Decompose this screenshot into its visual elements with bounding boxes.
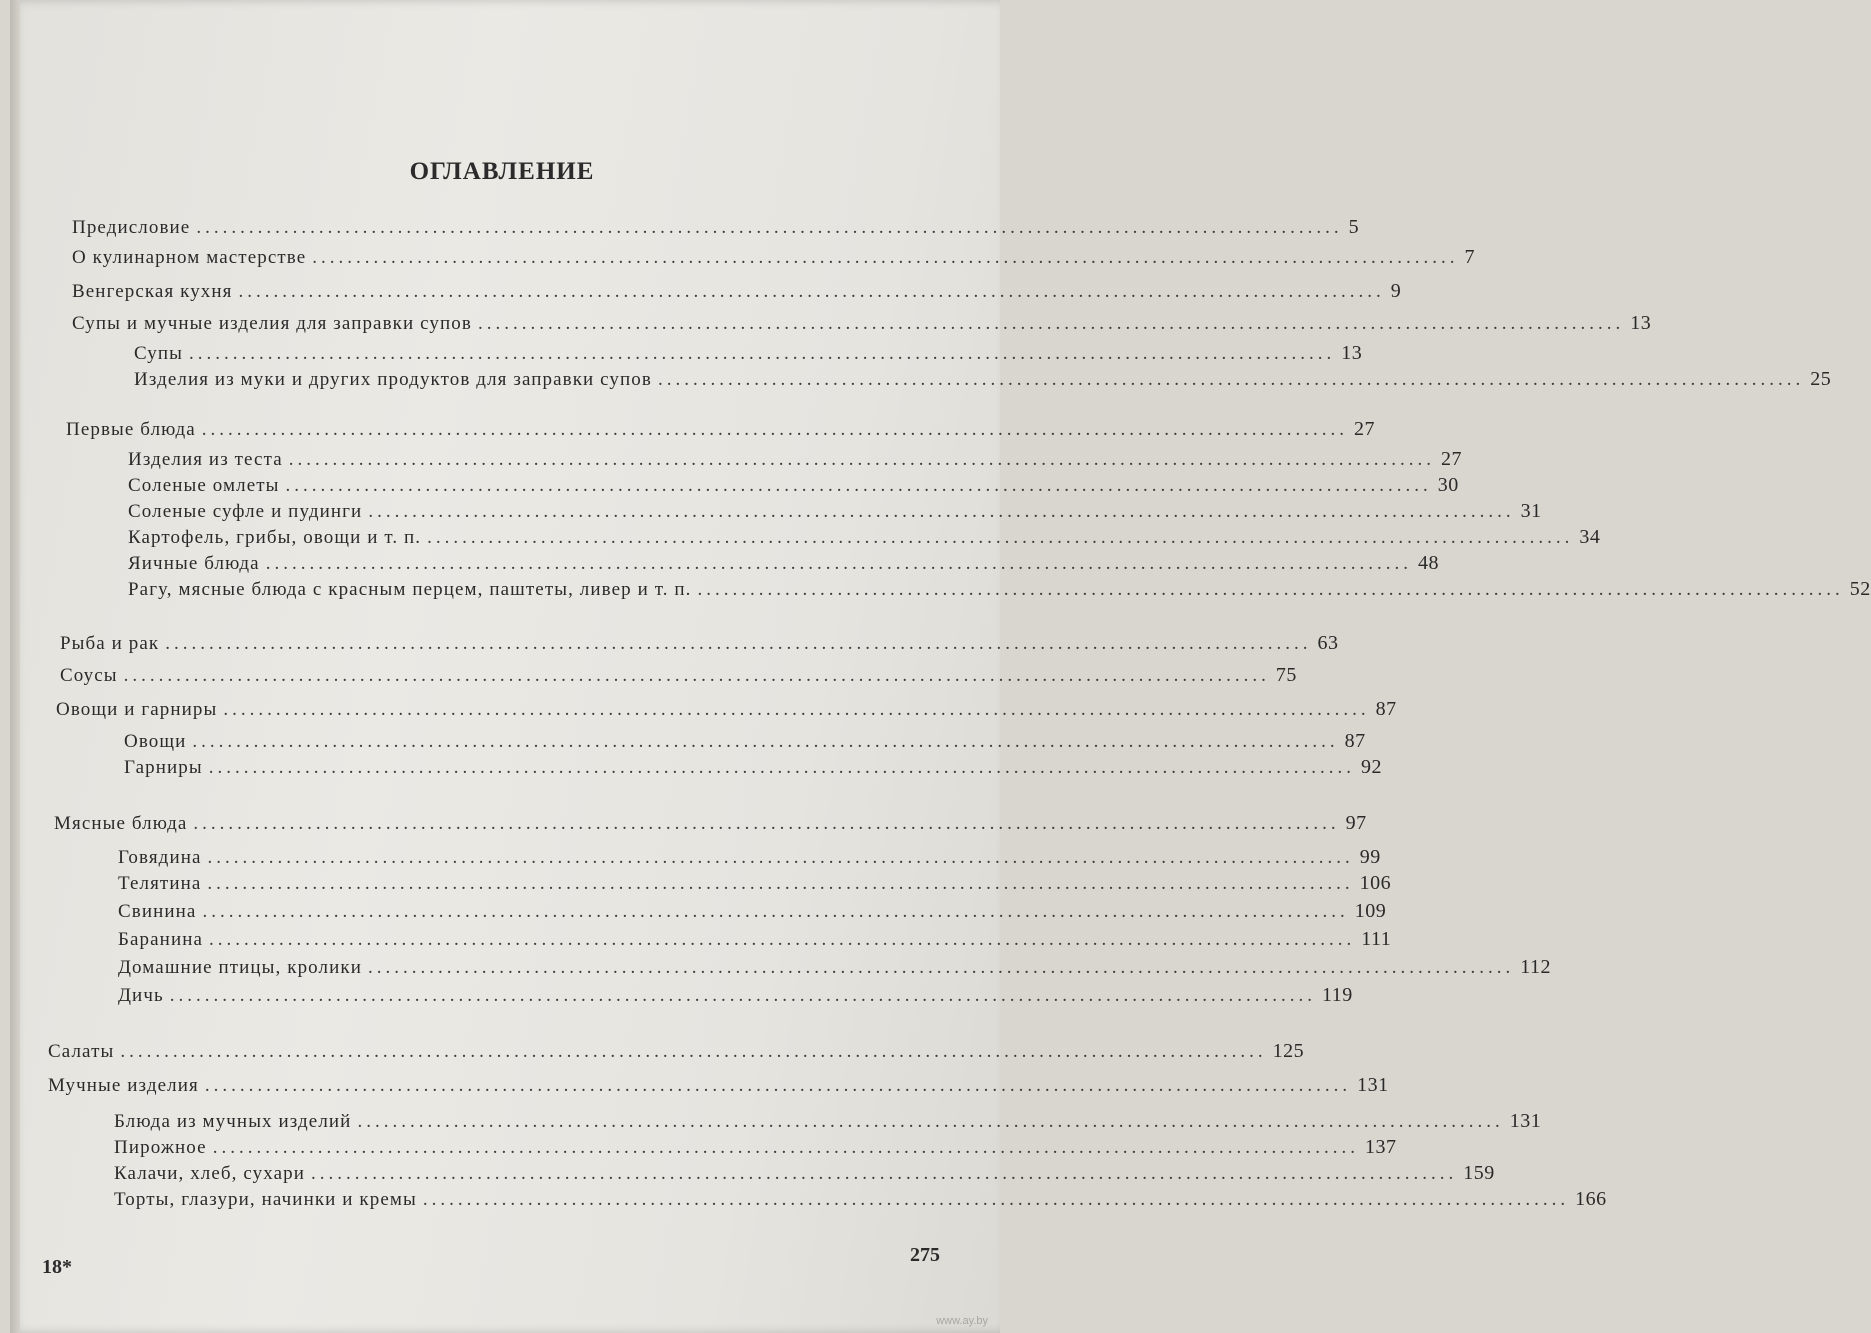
page-binding-edge (10, 0, 20, 1333)
toc-entry: Телятина ................................................................................................................................... 106 (118, 872, 1392, 894)
leader-dots: ................................................................................................................................... (120, 1041, 1267, 1062)
toc-entry: Дичь ................................................................................................................................... 119 (118, 984, 1353, 1006)
page-title: ОГЛАВЛЕНИЕ (409, 158, 595, 185)
leader-dots: ................................................................................................................................... (285, 475, 1432, 496)
leader-dots: ................................................................................................................................... (422, 1189, 1570, 1210)
toc-entry: Изделия из муки и других продуктов для заправки супов ................................................................................................................................... 25 (134, 368, 1832, 390)
toc-entry: Баранина ................................................................................................................................... 111 (118, 928, 1392, 950)
toc-entry: Рагу, мясные блюда с красным перцем, паштеты, ливер и т. п. ................................................................................................................................... 52 (128, 578, 1871, 600)
leader-dots: ................................................................................................................................... (169, 985, 1316, 1006)
leader-dots: ................................................................................................................................... (202, 901, 1349, 922)
book-page (10, 0, 1871, 1333)
leader-dots: ................................................................................................................................... (657, 369, 1805, 390)
leader-dots: ................................................................................................................................... (123, 665, 1270, 686)
leader-dots: ................................................................................................................................... (193, 813, 1340, 834)
leader-dots: ................................................................................................................................... (238, 281, 1385, 302)
toc-entry: Гарниры ................................................................................................................................... 92 (124, 756, 1382, 778)
toc-entry: Яичные блюда ................................................................................................................................... 48 (128, 552, 1439, 574)
toc-entry: Супы ................................................................................................................................... 13 (134, 342, 1363, 364)
toc-entry: Соленые омлеты ................................................................................................................................... 30 (128, 474, 1459, 496)
leader-dots: ................................................................................................................................... (312, 247, 1459, 268)
toc-entry: Рыба и рак ................................................................................................................................... 63 (60, 632, 1339, 654)
leader-dots: ................................................................................................................................... (212, 1137, 1359, 1158)
page-number: 275 (910, 1244, 940, 1266)
toc-entry: Соусы ................................................................................................................................... 75 (60, 664, 1297, 686)
toc-entry: Свинина ................................................................................................................................... 109 (118, 900, 1387, 922)
toc-entry: О кулинарном мастерстве ................................................................................................................................... 7 (72, 246, 1476, 268)
toc-entry: Изделия из теста ................................................................................................................................... 27 (128, 448, 1463, 470)
toc-entry: Домашние птицы, кролики ................................................................................................................................... 112 (118, 956, 1551, 978)
leader-dots: ................................................................................................................................... (192, 731, 1339, 752)
toc-entry: Блюда из мучных изделий ................................................................................................................................... 131 (114, 1110, 1542, 1132)
toc-entry: Картофель, грибы, овощи и т. п. ................................................................................................................................... 34 (128, 526, 1601, 548)
leader-dots: ................................................................................................................................... (357, 1111, 1504, 1132)
leader-dots: ................................................................................................................................... (207, 847, 1354, 868)
leader-dots: ................................................................................................................................... (165, 633, 1312, 654)
toc-entry: Овощи ................................................................................................................................... 87 (124, 730, 1366, 752)
signature-mark: 18* (42, 1256, 72, 1278)
leader-dots: ................................................................................................................................... (208, 757, 1355, 778)
leader-dots: ................................................................................................................................... (427, 527, 1574, 548)
toc-entry: Торты, глазури, начинки и кремы ................................................................................................................................... 166 (114, 1188, 1607, 1210)
watermark: www.ay.by (936, 1315, 988, 1327)
toc-entry: Калачи, хлеб, сухари ................................................................................................................................... 159 (114, 1162, 1495, 1184)
leader-dots: ................................................................................................................................... (288, 449, 1436, 470)
leader-dots: ................................................................................................................................... (209, 929, 1356, 950)
leader-dots: ................................................................................................................................... (477, 313, 1625, 334)
toc-entry: Соленые суфле и пудинги ................................................................................................................................... 31 (128, 500, 1542, 522)
leader-dots: ................................................................................................................................... (697, 579, 1844, 600)
leader-dots: ................................................................................................................................... (311, 1163, 1458, 1184)
leader-dots: ................................................................................................................................... (368, 501, 1515, 522)
leader-dots: ................................................................................................................................... (196, 217, 1343, 238)
toc-entry: Пирожное ................................................................................................................................... 137 (114, 1136, 1397, 1158)
leader-dots: ................................................................................................................................... (189, 343, 1336, 364)
toc-entry: Предисловие ................................................................................................................................... 5 (72, 216, 1360, 238)
leader-dots: ................................................................................................................................... (223, 699, 1370, 720)
toc-entry: Салаты ................................................................................................................................... 125 (48, 1040, 1305, 1062)
leader-dots: ................................................................................................................................... (201, 419, 1349, 440)
toc-entry: Венгерская кухня ................................................................................................................................... 9 (72, 280, 1402, 302)
toc-entry: Овощи и гарниры ................................................................................................................................... 87 (56, 698, 1397, 720)
toc-entry: Мучные изделия ................................................................................................................................... 131 (48, 1074, 1389, 1096)
leader-dots: ................................................................................................................................... (204, 1075, 1352, 1096)
toc-entry: Супы и мучные изделия для заправки супов ................................................................................................................................... 13 (72, 312, 1652, 334)
toc-entry: Говядина ................................................................................................................................... 99 (118, 846, 1381, 868)
leader-dots: ................................................................................................................................... (207, 873, 1354, 894)
toc-entry: Первые блюда ................................................................................................................................... 27 (66, 418, 1376, 440)
toc-entry: Мясные блюда ................................................................................................................................... 97 (54, 812, 1367, 834)
leader-dots: ................................................................................................................................... (265, 553, 1412, 574)
leader-dots: ................................................................................................................................... (367, 957, 1515, 978)
